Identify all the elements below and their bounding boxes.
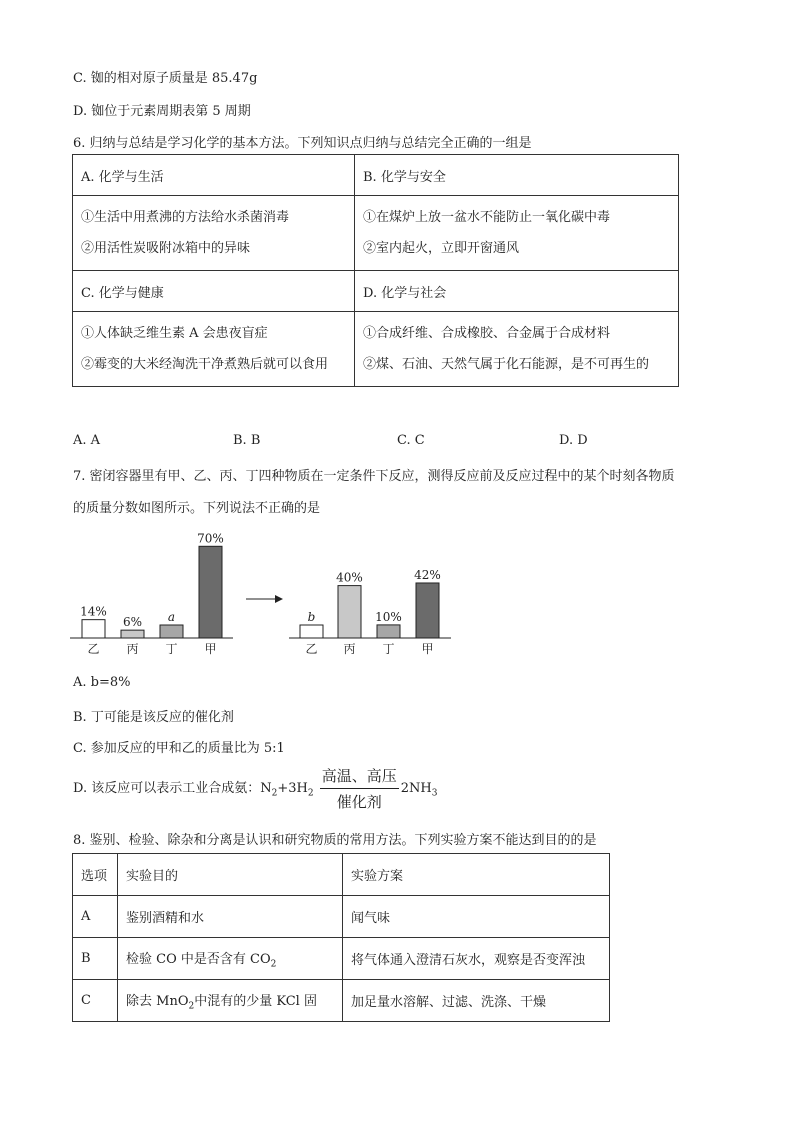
q6-option-b: B. B [233, 433, 261, 448]
q7-option-b: B. 丁可能是该反应的催化剂 [73, 710, 234, 725]
q8-table [72, 853, 610, 1022]
q7-d-text: D. 该反应可以表示工业合成氨：N [73, 781, 272, 796]
q6-a-line-1: ①生活中用煮沸的方法给水杀菌消毒 [81, 210, 290, 225]
q6-option-a: A. A [73, 433, 101, 448]
q8-row-b-option: B [73, 938, 118, 980]
category-label: 丙 [343, 642, 356, 656]
q8-row-c-option: C [73, 980, 118, 1022]
condition-top: 高温、高压 [320, 765, 399, 789]
q6-cell-a-title: A. 化学与生活 [73, 155, 355, 196]
q7-d-product: 2NH [400, 781, 432, 796]
condition-bottom: 催化剂 [336, 793, 382, 811]
q8-header-plan: 实验方案 [343, 854, 610, 896]
table-row [73, 896, 610, 938]
q6-b-line-1: ①在煤炉上放一盆水不能防止一氧化碳中毒 [363, 210, 611, 225]
reaction-arrow [246, 595, 283, 603]
q8-row-c-plan: 加足量水溶解、过滤、洗涤、干燥 [343, 980, 610, 1022]
sub-3: 3 [431, 788, 438, 799]
bar-after-1 [338, 586, 361, 638]
category-label: 甲 [204, 642, 217, 656]
bar-after-0 [300, 625, 323, 638]
q6-cell-c-title: C. 化学与健康 [73, 271, 355, 312]
q8-row-c-goal [118, 980, 343, 1022]
data-label: 40% [336, 570, 363, 585]
data-label: 14% [80, 604, 107, 619]
category-label: 乙 [87, 642, 100, 656]
q6-b-line-2: ②室内起火，立即开窗通风 [363, 241, 520, 256]
bar-before-3 [199, 546, 222, 638]
data-label: 10% [375, 609, 402, 624]
table-row [73, 980, 610, 1022]
q8-row-b-goal [118, 938, 343, 980]
reaction-condition [320, 765, 399, 812]
q5-option-d: D. 铷位于元素周期表第 5 周期 [73, 104, 251, 119]
q6-a-line-2: ②用活性炭吸附冰箱中的异味 [81, 241, 251, 256]
q6-table [72, 154, 679, 387]
chart-before [70, 531, 233, 656]
q6-option-d: D. D [559, 433, 588, 448]
q6-c-line-2: ②霉变的大米经淘洗干净煮熟后就可以食用 [81, 357, 329, 372]
q8-c-goal-text: 除去 MnO [126, 993, 189, 1009]
data-label: 70% [197, 531, 224, 546]
sub-2b: 2 [307, 788, 314, 799]
q8-header-option: 选项 [73, 854, 118, 896]
bar-before-2 [160, 625, 183, 638]
q8-row-b-plan: 将气体通入澄清石灰水，观察是否变浑浊 [343, 938, 610, 980]
data-label: 6% [122, 615, 143, 630]
data-label: a [167, 610, 176, 624]
q6-stem: 6. 归纳与总结是学习化学的基本方法。下列知识点归纳与总结完全正确的一组是 [73, 136, 532, 151]
category-label: 甲 [421, 642, 434, 656]
bar-before-1 [121, 630, 144, 638]
category-label: 丁 [165, 642, 178, 656]
bar-after-2 [377, 625, 400, 638]
q6-d-line-2: ②煤、石油、天然气属于化石能源，是不可再生的 [363, 357, 650, 372]
q6-cell-d-body [355, 312, 679, 387]
category-label: 丙 [126, 642, 139, 656]
q7-option-a: A. b=8% [73, 675, 131, 690]
q8-c-goal-post: 中混有的少量 KCl 固 [194, 993, 317, 1009]
data-label: 42% [414, 567, 441, 582]
data-label: b [307, 610, 316, 624]
q7-option-d [73, 765, 437, 812]
bar-after-3 [416, 583, 439, 638]
bar-before-0 [82, 620, 105, 638]
q6-cell-c-body [73, 312, 355, 387]
q6-cell-d-title: D. 化学与社会 [355, 271, 679, 312]
q7-stem-line-2: 的质量分数如图所示。下列说法不正确的是 [73, 501, 321, 516]
q8-row-a-plan: 闻气味 [343, 896, 610, 938]
q8-header-goal: 实验目的 [118, 854, 343, 896]
q5-option-c: C. 铷的相对原子质量是 85.47g [73, 71, 258, 86]
table-row [73, 938, 610, 980]
q6-cell-b-title: B. 化学与安全 [355, 155, 679, 196]
q8-row-a-option: A [73, 896, 118, 938]
q6-d-line-1: ①合成纤维、合成橡胶、合金属于合成材料 [363, 326, 611, 341]
q8-stem: 8. 鉴别、检验、除杂和分离是认识和研究物质的常用方法。下列实验方案不能达到目的的是 [73, 833, 597, 848]
q8-row-a-goal: 鉴别酒精和水 [118, 896, 343, 938]
q8-b-goal-text: 检验 CO 中是否含有 CO [126, 951, 271, 967]
q7-option-c: C. 参加反应的甲和乙的质量比为 5:1 [73, 741, 285, 756]
q6-cell-b-body [355, 196, 679, 271]
q6-option-c: C. C [397, 433, 425, 448]
sub-2: 2 [271, 788, 278, 799]
q7-bar-charts [70, 525, 470, 660]
q7-stem-line-1: 7. 密闭容器里有甲、乙、丙、丁四种物质在一定条件下反应，测得反应前及反应过程中的某个时刻各物质 [73, 469, 675, 484]
q6-c-line-1: ①人体缺乏维生素 A 会患夜盲症 [81, 326, 268, 341]
q8-c-goal-sub: 2 [188, 1001, 195, 1012]
q7-d-plus: +3H [277, 781, 308, 796]
category-label: 乙 [305, 642, 318, 656]
chart-after [289, 568, 451, 656]
category-label: 丁 [382, 642, 395, 656]
q8-b-goal-sub: 2 [270, 959, 277, 970]
q6-cell-a-body [73, 196, 355, 271]
